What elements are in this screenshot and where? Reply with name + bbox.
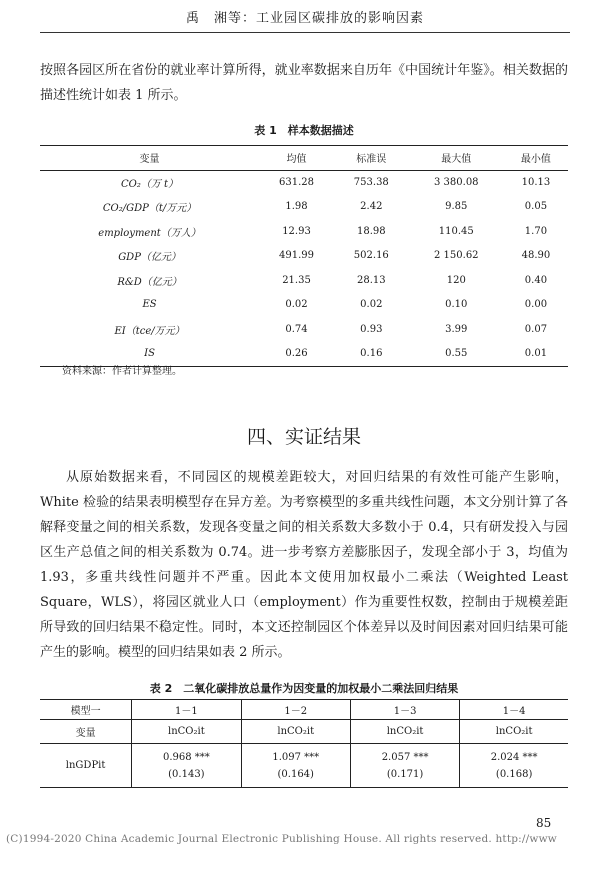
table-row [40, 219, 568, 244]
table-cell: 502.16 [353, 250, 389, 262]
coef-cell [132, 744, 241, 788]
se-value: (0.171) [386, 768, 424, 780]
table-cell: IS [144, 348, 155, 359]
table-cell: ES [142, 299, 157, 311]
se-value: (0.164) [277, 768, 314, 780]
table-row [40, 170, 568, 195]
table-row [40, 317, 568, 342]
coef-value: 2.024 *** [490, 751, 538, 763]
table-cell: 1.98 [285, 201, 308, 213]
table-cell: 28.13 [356, 274, 386, 286]
table-cell: 48.90 [521, 250, 551, 262]
body-paragraph: 从原始数据来看，不同园区的规模差距较大，对回归结果的有效性可能产生影响，White 检验的结果表明模型存在异方差。为考察模型的多重共线性问题，本文分别计算了各解释变量之间的相关系数，发现各变量之间的相关系数大多数小于 0.4，只有研发投入与园区生产总值之间的相关系数为 0.74。进一步考察方差膨胀因子，发现全部小于 3，均值为 1.93，多重共线性问题并不严重。因此本文使用加权最小二乘法（Weighted Least Square，WLS），将园区就业人口（employment）作为重要性权数，控制由于规模差距所导致的回归结果不稳定性。同时，本文还控制园区个体差异以及时间因素对回归结果可能产生的影响。模型的回归结果如表 2 所示。 [40, 470, 568, 660]
regression-results-table [40, 699, 568, 788]
section-heading: 四、实证结果 [246, 426, 361, 448]
table-cell: 110.45 [438, 225, 474, 237]
table1-caption: 表 1 样本数据描述 [254, 124, 354, 137]
table-cell: R&D（亿元） [117, 276, 182, 288]
table1-source-note: 资料来源：作者计算整理。 [62, 366, 182, 377]
copyright-footer: (C)1994-2020 China Academic Journal Electronic Publishing House. All rights reserved. http://www [6, 833, 557, 845]
dep-var-header: lnCO₂it [241, 720, 350, 744]
table-cell: 0.00 [524, 299, 548, 311]
running-header: 禹 湘等：工业园区碳排放的影响因素 [40, 6, 570, 33]
table-cell: 0.26 [285, 348, 308, 359]
coef-value: 2.057 *** [381, 751, 429, 763]
coef-cell [350, 744, 459, 788]
table-row [40, 244, 568, 269]
table-row [40, 268, 568, 293]
table-cell: 120 [446, 274, 466, 286]
model-header: 1－2 [241, 700, 350, 720]
table1-header-cell: 最大值 [441, 154, 472, 166]
table1-header-row [40, 146, 568, 171]
table2-depvar-row [40, 720, 568, 744]
se-value: (0.143) [168, 768, 205, 780]
table-cell: 0.07 [524, 323, 548, 335]
coef-value: 0.968 *** [162, 751, 210, 763]
dep-var-header: lnCO₂it [460, 720, 568, 744]
table-cell: 0.55 [445, 348, 468, 359]
table1-header-cell: 均值 [286, 154, 307, 166]
table1-header-cell: 标准误 [356, 154, 387, 166]
table-cell: 0.02 [360, 299, 383, 311]
table-cell: employment（万人） [98, 227, 201, 239]
row-label: lnGDPit [65, 760, 106, 771]
table-cell: 631.28 [279, 177, 314, 188]
coef-value: 1.097 *** [272, 751, 320, 763]
table-cell: 3 380.08 [434, 177, 479, 188]
table-row [40, 195, 568, 220]
table-cell: 9.85 [445, 201, 468, 213]
table-cell: 0.01 [524, 348, 548, 359]
descriptive-stats-table [40, 145, 568, 367]
table1-header-cell: 最小值 [520, 154, 551, 166]
table-cell: 10.13 [521, 177, 551, 188]
coef-cell [460, 744, 568, 788]
table-cell: 21.35 [282, 274, 311, 286]
model-header: 1－1 [132, 700, 241, 720]
table-cell: CO₂（万 t） [121, 179, 179, 190]
intro-paragraph: 按照各园区所在省份的就业率计算所得，就业率数据来自历年《中国统计年鉴》。相关数据的描述性统计如表 1 所示。 [40, 63, 568, 103]
table-cell: 2 150.62 [434, 250, 479, 262]
table-cell: 2.42 [360, 201, 383, 213]
table2-model-row [40, 700, 568, 720]
se-value: (0.168) [495, 768, 533, 780]
dep-var-header: lnCO₂it [350, 720, 459, 744]
model-header: 1－4 [460, 700, 568, 720]
coef-cell [241, 744, 350, 788]
table-cell: 1.70 [524, 225, 548, 237]
table-cell: 491.99 [279, 250, 314, 262]
table-cell: 0.10 [445, 299, 468, 311]
table-cell: GDP（亿元） [118, 252, 181, 264]
variable-label: 变量 [75, 728, 96, 739]
table-row [40, 293, 568, 318]
table-cell: 3.99 [445, 323, 468, 335]
table-row [40, 744, 568, 788]
model-header: 1－3 [350, 700, 459, 720]
table2-caption: 表 2 二氧化碳排放总量作为因变量的加权最小二乘法回归结果 [149, 682, 459, 695]
table-cell: 0.05 [524, 201, 548, 213]
table-cell: 0.02 [285, 299, 308, 311]
table-cell: EI（tce/万元） [114, 325, 185, 337]
model-label: 模型一 [70, 706, 101, 717]
table-cell: 753.38 [353, 177, 389, 188]
table1-header-cell: 变量 [139, 154, 160, 166]
table-cell: 0.74 [285, 323, 308, 335]
table-cell: CO₂/GDP（t/万元） [102, 203, 197, 215]
page-number: 85 [536, 816, 552, 830]
table-cell: 18.98 [356, 225, 386, 237]
dep-var-header: lnCO₂it [132, 720, 241, 744]
table-cell: 0.16 [360, 348, 383, 359]
table-cell: 0.93 [360, 323, 383, 335]
table-cell: 12.93 [282, 225, 311, 237]
table-cell: 0.40 [524, 274, 548, 286]
